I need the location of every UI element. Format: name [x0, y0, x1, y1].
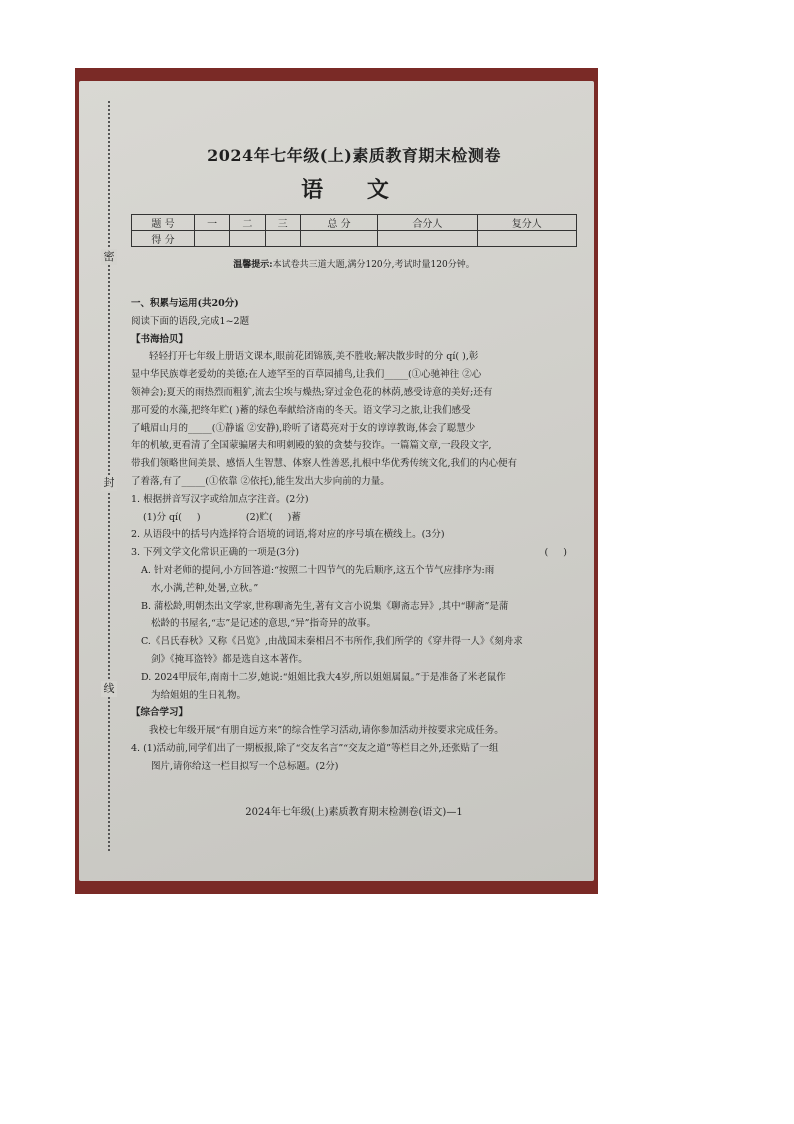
seal-char-mi: 密 — [101, 249, 117, 265]
exam-title: 2024年七年级(上)素质教育期末检测卷 — [207, 146, 501, 165]
seal-char-xian: 线 — [101, 681, 117, 697]
answer-paren: ( ) — [544, 547, 567, 559]
score-input-cell[interactable] — [300, 231, 378, 247]
score-cell: 二 — [230, 215, 265, 231]
tip-label: 温馨提示: — [233, 260, 273, 270]
passage-line: 轻轻打开七年级上册语文课本,眼前花团锦簇,美不胜收;解决散步时的分 qí( ),彰 — [149, 351, 479, 363]
option-line: 松龄的书屋名,“志”是记述的意思,“异”指奇异的故事。 — [151, 618, 376, 630]
passage-line: 那可爱的水藻,把终年贮( )蓄的绿色奉献给济南的冬天。语文学习之旅,让我们感受 — [131, 404, 471, 416]
score-input-cell[interactable] — [477, 231, 576, 247]
section-instruction: 阅读下面的语段,完成1~2题 — [131, 315, 250, 327]
score-table — [131, 214, 577, 247]
score-input-cell[interactable] — [230, 231, 265, 247]
option-line: 为给姐姐的生日礼物。 — [151, 689, 247, 701]
option-line: 水,小满,芒种,处暑,立秋。” — [151, 582, 259, 594]
option-line: C.《吕氏春秋》又称《吕览》,由战国末秦相吕不韦所作,我们所学的《穿井得一人》《刻舟求 — [141, 636, 523, 648]
question-3-text: 3. 下列文学文化常识正确的一项是(3分) — [131, 547, 300, 559]
question-3 — [131, 544, 577, 562]
question-4-line: 图片,请你给这一栏目拟写一个总标题。(2分) — [151, 760, 339, 772]
photo-background — [75, 68, 598, 894]
subject-title: 语 文 — [301, 177, 407, 203]
passage-line: 带我们领略世间美景、感悟人生智慧、体察人性善恶,扎根中华优秀传统文化,我们的内心便有 — [131, 458, 518, 470]
passage-line: 显中华民族尊老爱幼的美德;在人迹罕至的百草园捕鸟,让我们_____(①心驰神往 ②心 — [131, 369, 482, 381]
score-table-header-row — [132, 215, 577, 231]
section-tag: 【书海拾贝】 — [131, 333, 189, 345]
option-line: A. 针对老师的提问,小方回答道:“按照二十四节气的先后顺序,这五个节气应排序为:雨 — [141, 564, 495, 576]
score-table-score-row — [132, 231, 577, 247]
score-cell: 得 分 — [132, 231, 195, 247]
score-cell: 题 号 — [132, 215, 195, 231]
score-cell: 合分人 — [378, 215, 477, 231]
passage-line: 年的机敏,更看清了全国蒙骗屠夫和明刺殿的狼的贪婪与狡诈。一篇篇文章,一段段文字, — [131, 440, 492, 452]
exam-tip — [131, 257, 577, 270]
page-footer: 2024年七年级(上)素质教育期末检测卷(语文)—1 — [245, 807, 463, 818]
option-line: B. 蒲松龄,明朝杰出文学家,世称聊斋先生,著有文言小说集《聊斋志异》,其中“聊斋”是蒲 — [141, 600, 509, 612]
exam-paper — [79, 81, 594, 881]
binding-line — [101, 101, 117, 851]
section-tag-2: 【综合学习】 — [131, 707, 189, 719]
tip-text: 本试卷共三道大题,满分120分,考试时量120分钟。 — [272, 260, 475, 270]
option-line: 剑》《掩耳盗铃》都是选自这本著作。 — [151, 653, 308, 665]
score-input-cell[interactable] — [378, 231, 477, 247]
question-4-line: 4. (1)活动前,同学们出了一期板报,除了“交友名言”“交友之道”等栏目之外,还张贴了一组 — [131, 742, 499, 754]
question-body — [131, 295, 577, 776]
score-cell: 总 分 — [300, 215, 378, 231]
question-2: 2. 从语段中的括号内选择符合语境的词语,将对应的序号填在横线上。(3分) — [131, 529, 445, 541]
passage-line: 了着落,有了_____(①依靠 ②依托),能生发出大步向前的力量。 — [131, 475, 390, 487]
score-input-cell[interactable] — [265, 231, 300, 247]
score-cell: 一 — [195, 215, 230, 231]
question-1: 1. 根据拼音写汉字或给加点字注音。(2分) — [131, 493, 309, 505]
passage-line: 了峨眉山月的_____(①静谧 ②安静),聆听了诸葛亮对于女的谆谆教诲,体会了聪慧少 — [131, 422, 476, 434]
seal-char-feng: 封 — [101, 475, 117, 491]
activity-intro: 我校七年级开展“有朋自远方来”的综合性学习活动,请你参加活动并按要求完成任务。 — [149, 725, 504, 737]
passage-line: 领神会);夏天的雨热烈而粗犷,流去尘埃与燥热;穿过金色花的林荫,感受诗意的美好;还有 — [131, 386, 493, 398]
option-line: D. 2024甲辰年,南南十二岁,她说:“姐姐比我大4岁,所以姐姐属鼠。”于是准备了米老鼠作 — [141, 671, 506, 683]
score-input-cell[interactable] — [195, 231, 230, 247]
section-heading: 一、积累与运用(共20分) — [131, 298, 239, 309]
score-cell: 三 — [265, 215, 300, 231]
score-cell: 复分人 — [477, 215, 576, 231]
question-1-items: (1)分 qí( ) (2)贮( )蓄 — [143, 511, 301, 523]
